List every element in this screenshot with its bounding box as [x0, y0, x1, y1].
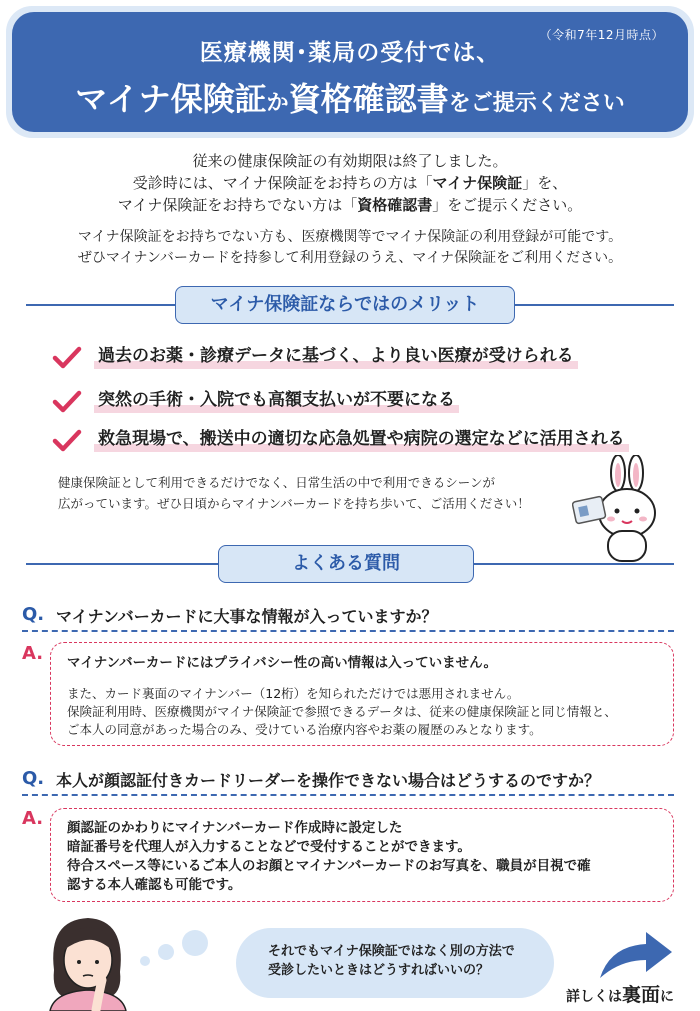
more-text: 詳しくは: [566, 989, 622, 1005]
answer-lead: マイナンバーカードにはプライバシー性の高い情報は入っていません。: [67, 655, 497, 671]
faq-title: よくある質問: [218, 545, 474, 583]
merit-text: 救急現場で、搬送中の適切な応急処置や病院の選定などに活用される: [94, 426, 629, 452]
a-mark: A.: [22, 643, 44, 664]
as-of-date: （令和7年12月時点）: [539, 28, 664, 42]
faq-answer-1: [50, 642, 674, 746]
intro-line: [0, 194, 700, 216]
header-shikaku: 資格確認書: [288, 80, 449, 118]
thought-dot: [182, 930, 208, 956]
merit-text: 突然の手術・入院でも高額支払いが不要になる: [94, 387, 459, 413]
see-back-link: [566, 980, 674, 1007]
more-text: に: [660, 989, 675, 1005]
question-bubble: [236, 928, 554, 998]
merit-note-line: 広がっています。ぜひ日頃からマイナンバーカードを持ち歩いて、ご活用ください！: [58, 496, 530, 511]
merit-note-line: 健康保険証として利用できるだけでなく、日常生活の中で利用できるシーンが: [58, 475, 496, 490]
q-text: 本人が顔認証付きカードリーダーを操作できない場合はどうするのですか？: [56, 771, 601, 790]
answer-line: 顔認証のかわりにマイナンバーカード作成時に設定した: [67, 820, 403, 836]
q-text: マイナンバーカードに大事な情報が入っていますか？: [56, 607, 438, 626]
answer-line: 待合スペース等にいるご本人のお顔とマイナンバーカードのお写真を、職員が目視で確: [67, 858, 591, 874]
faq-question-1: [22, 602, 674, 632]
answer-line: 保険証利用時、医療機関がマイナ保険証で参照できるデータは、従来の健康保険証と同じ情報と、: [67, 704, 617, 719]
bubble-line: 受診したいときはどうすればいいの？: [268, 963, 490, 978]
intro-line: マイナ保険証をお持ちでない方も、医療機関等でマイナ保険証の利用登録が可能です。: [77, 229, 623, 245]
merits-title: マイナ保険証ならではのメリット: [175, 286, 515, 324]
answer-line: また、カード裏面のマイナンバー（12桁）を知られただけでは悪用されません。: [67, 686, 520, 701]
faq-question-2: [22, 766, 674, 796]
intro-text: 」をご提示ください。: [432, 196, 583, 214]
rabbit-mascot-icon: [572, 455, 682, 565]
intro-line: [0, 172, 700, 194]
answer-line: ご本人の同意があった場合のみ、受けている治療内容やお薬の履歴のみとなります。: [67, 722, 542, 737]
intro-text: 」を、: [522, 174, 568, 192]
header-banner: [12, 12, 688, 132]
q-mark: Q.: [22, 768, 45, 789]
merit-text: 過去のお薬・診療データに基づく、より良い医療が受けられる: [94, 343, 578, 369]
more-bold: 裏面: [622, 984, 661, 1006]
check-icon: [52, 389, 82, 415]
bubble-line: それでもマイナ保険証ではなく別の方法で: [268, 944, 515, 959]
q-underline: [22, 794, 674, 796]
header-ka: か: [266, 91, 289, 116]
answer-line: 暗証番号を代理人が入力することなどで受付することができます。: [67, 839, 471, 855]
intro-text: 受診時には、マイナ保険証をお持ちの方は「: [132, 174, 433, 192]
thinking-woman-icon: [40, 910, 135, 1011]
intro-bold: マイナ保険証: [432, 174, 523, 192]
intro-bold: 資格確認書: [357, 196, 433, 214]
intro-line: 従来の健康保険証の有効期限は終了しました。: [192, 152, 508, 170]
header-line2: [12, 74, 688, 120]
header-teiji: をご提示ください: [448, 91, 625, 116]
q-underline: [22, 630, 674, 632]
faq-answer-2: [50, 808, 674, 902]
check-icon: [52, 345, 82, 371]
header-mynahokensho: マイナ保険証: [75, 80, 267, 118]
thought-dot: [158, 944, 174, 960]
check-icon: [52, 428, 82, 454]
intro-line: ぜひマイナンバーカードを持参して利用登録のうえ、マイナ保険証をご利用ください。: [77, 250, 623, 266]
header-line1: 医療機関･薬局の受付では、: [199, 40, 501, 66]
intro-text: マイナ保険証をお持ちでない方は「: [117, 196, 358, 214]
merit-note: [58, 472, 530, 514]
a-mark: A.: [22, 808, 44, 829]
intro-paragraph-1: [0, 150, 700, 216]
thought-dot: [140, 956, 150, 966]
q-mark: Q.: [22, 604, 45, 625]
answer-line: 認する本人確認も可能です。: [67, 877, 242, 893]
intro-paragraph-2: [0, 227, 700, 269]
curved-arrow-icon: [596, 928, 676, 980]
